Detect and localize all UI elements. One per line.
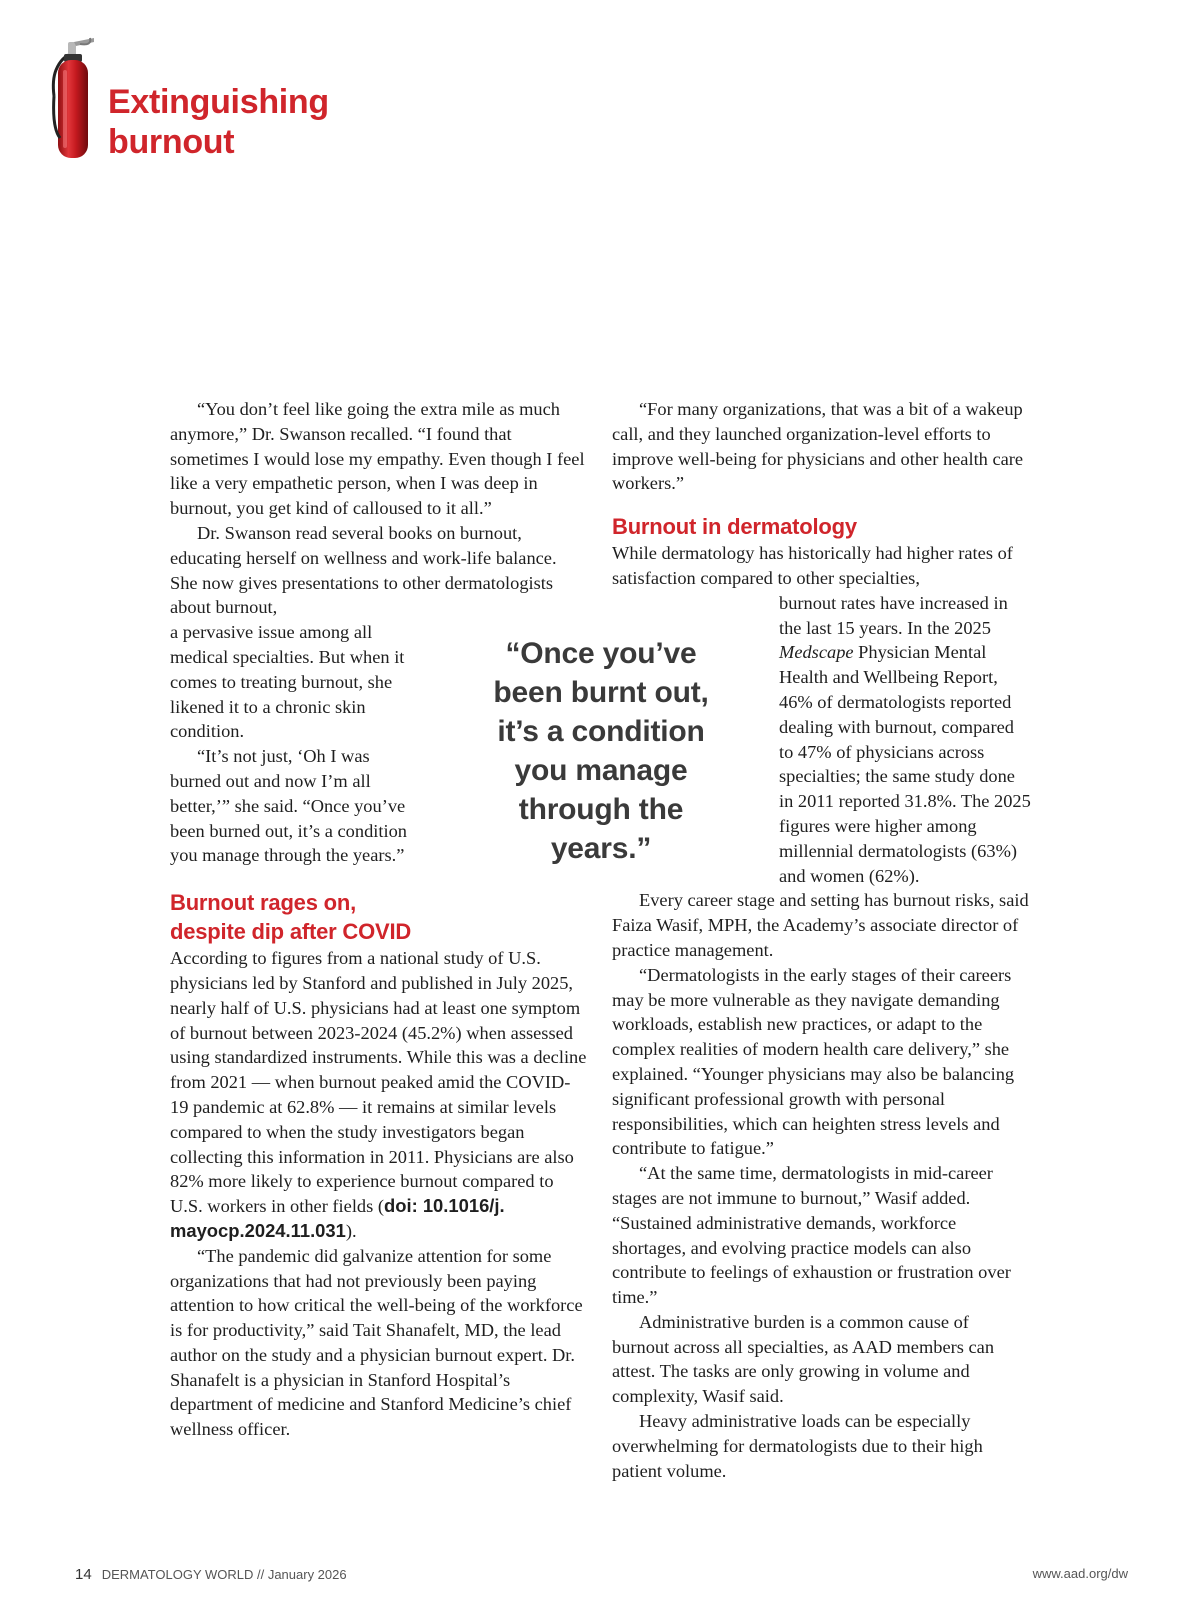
publication-info: DERMATOLOGY WORLD // January 2026	[101, 1567, 347, 1582]
title-line-1: Extinguishing	[108, 83, 329, 121]
section-heading: Burnout in dermatology	[612, 514, 857, 540]
spacer	[612, 496, 1030, 512]
paragraph: “The pandemic did galvanize attention for some organizations that had not previously been paying attention to how critical the well-being of the workforce is for productivity,” said Tait Shanafelt, MD, the lead author on the study and a physician burnout expert. Dr. Shanafelt is a physician in Stanford Hospital’s department of medicine and Stanford Medicine’s chief wellness officer.	[170, 1245, 583, 1440]
paragraph: “It’s not just, ‘Oh I was burned out and now I’m all better,’” she said. “Once you’ve been burned out, it’s a condition you manage through the years.”	[170, 746, 407, 866]
right-column	[612, 397, 1030, 1483]
paragraph: Administrative burden is a common cause of burnout across all specialties, as AAD members can attest. The tasks are only growing in volume and complexity, Wasif said.	[612, 1311, 995, 1407]
wrapped-text-block	[170, 620, 420, 868]
paragraph: Heavy administrative loads can be especially overwhelming for dermatologists due to their high patient volume.	[612, 1411, 983, 1481]
wrapped-text-block	[779, 591, 1031, 889]
pull-quote-line: it’s a condition	[497, 715, 705, 748]
spacer	[170, 868, 588, 888]
paragraph: “At the same time, dermatologists in mid-career stages are not immune to burnout,” Wasif added. “Sustained administrative demands, workforce shortages, and evolving practice models can also contribute to feelings of exhaustion or frustration over time.”	[612, 1163, 1011, 1308]
left-column	[170, 397, 588, 1442]
pull-quote-line: “Once you’ve	[505, 637, 697, 670]
article-title	[108, 82, 329, 162]
title-line-2: burnout	[108, 123, 235, 161]
paragraph-text: Physician Mental Health and Wellbeing Report, 46% of dermatologists reported dealing with burnout, compared to 47% of physicians across specialties; the same study done in 2011 reported 31.8%. The 2025 figures were higher among millennial dermatologists (63%) and women (62%).	[779, 642, 1031, 886]
paragraph: “You don’t feel like going the extra mile as much anymore,” Dr. Swanson recalled. “I found that sometimes I would lose my empathy. Even though I feel like a very empathetic person, when I was deep in burnout, you get kind of calloused to it all.”	[170, 399, 585, 519]
heading-line-1: Burnout rages on,	[170, 890, 357, 916]
paragraph: “Dermatologists in the early stages of their careers may be more vulnerable as they navigate demanding workloads, establish new practices, or adapt to the complex realities of modern health care delivery,” she explained. “Younger physicians may also be balancing significant professional growth with personal responsibilities, which can heighten stress levels and contribute to fatigue.”	[612, 964, 1015, 1159]
heading-line-2: despite dip after COVID	[170, 919, 412, 945]
paragraph: “For many organizations, that was a bit of a wakeup call, and they launched organization-level efforts to improve well-being for physicians and other health care workers.”	[612, 399, 1024, 494]
section-heading	[170, 888, 588, 946]
page-number: 14	[75, 1566, 92, 1583]
paragraph	[170, 946, 588, 1244]
paragraph-text: burnout rates have increased in the last 15 years. In the 2025	[779, 592, 1008, 638]
footer-left	[75, 1566, 347, 1583]
pull-quote-line: been burnt out,	[493, 676, 709, 709]
pull-quote-line: through the	[518, 793, 684, 826]
paragraph	[779, 591, 1031, 889]
pull-quote-line: years.”	[550, 832, 652, 865]
doi-part-1: doi: 10.1016/j.	[384, 1195, 505, 1217]
publication-name: Medscape	[779, 642, 854, 663]
paragraph-text: According to figures from a national study of U.S. physicians led by Stanford and published in July 2025, nearly half of U.S. physicians had at least one symptom of burnout between 2023-2024 (45.2%) when assessed using standardized instruments. While this was a decline from 2021 — when burnout peaked amid the COVID-19 pandemic at 62.8% — it remains at similar levels compared to when the study investigators began collecting this information in 2011. Physicians are also 82% more likely to experience burnout compared to U.S. workers in other fields (	[170, 948, 587, 1217]
paragraph: a pervasive issue among all medical specialties. But when it comes to treating burnout, she likened it to a chronic skin condition.	[170, 622, 405, 742]
paragraph: While dermatology has historically had higher rates of satisfaction compared to other specialties,	[612, 543, 1013, 588]
footer-url[interactable]: www.aad.org/dw	[1032, 1566, 1128, 1581]
fire-extinguisher-icon	[50, 36, 102, 160]
doi-part-2: mayocp.2024.11.031	[170, 1219, 346, 1241]
pull-quote-line: you manage	[514, 754, 688, 787]
paragraph-end: ).	[345, 1220, 357, 1241]
paragraph: Every career stage and setting has burnout risks, said Faiza Wasif, MPH, the Academy’s associate director of practice management.	[612, 890, 1029, 960]
paragraph: Dr. Swanson read several books on burnout, educating herself on wellness and work-life balance. She now gives presentations to other dermatologists about burnout,	[170, 522, 557, 618]
